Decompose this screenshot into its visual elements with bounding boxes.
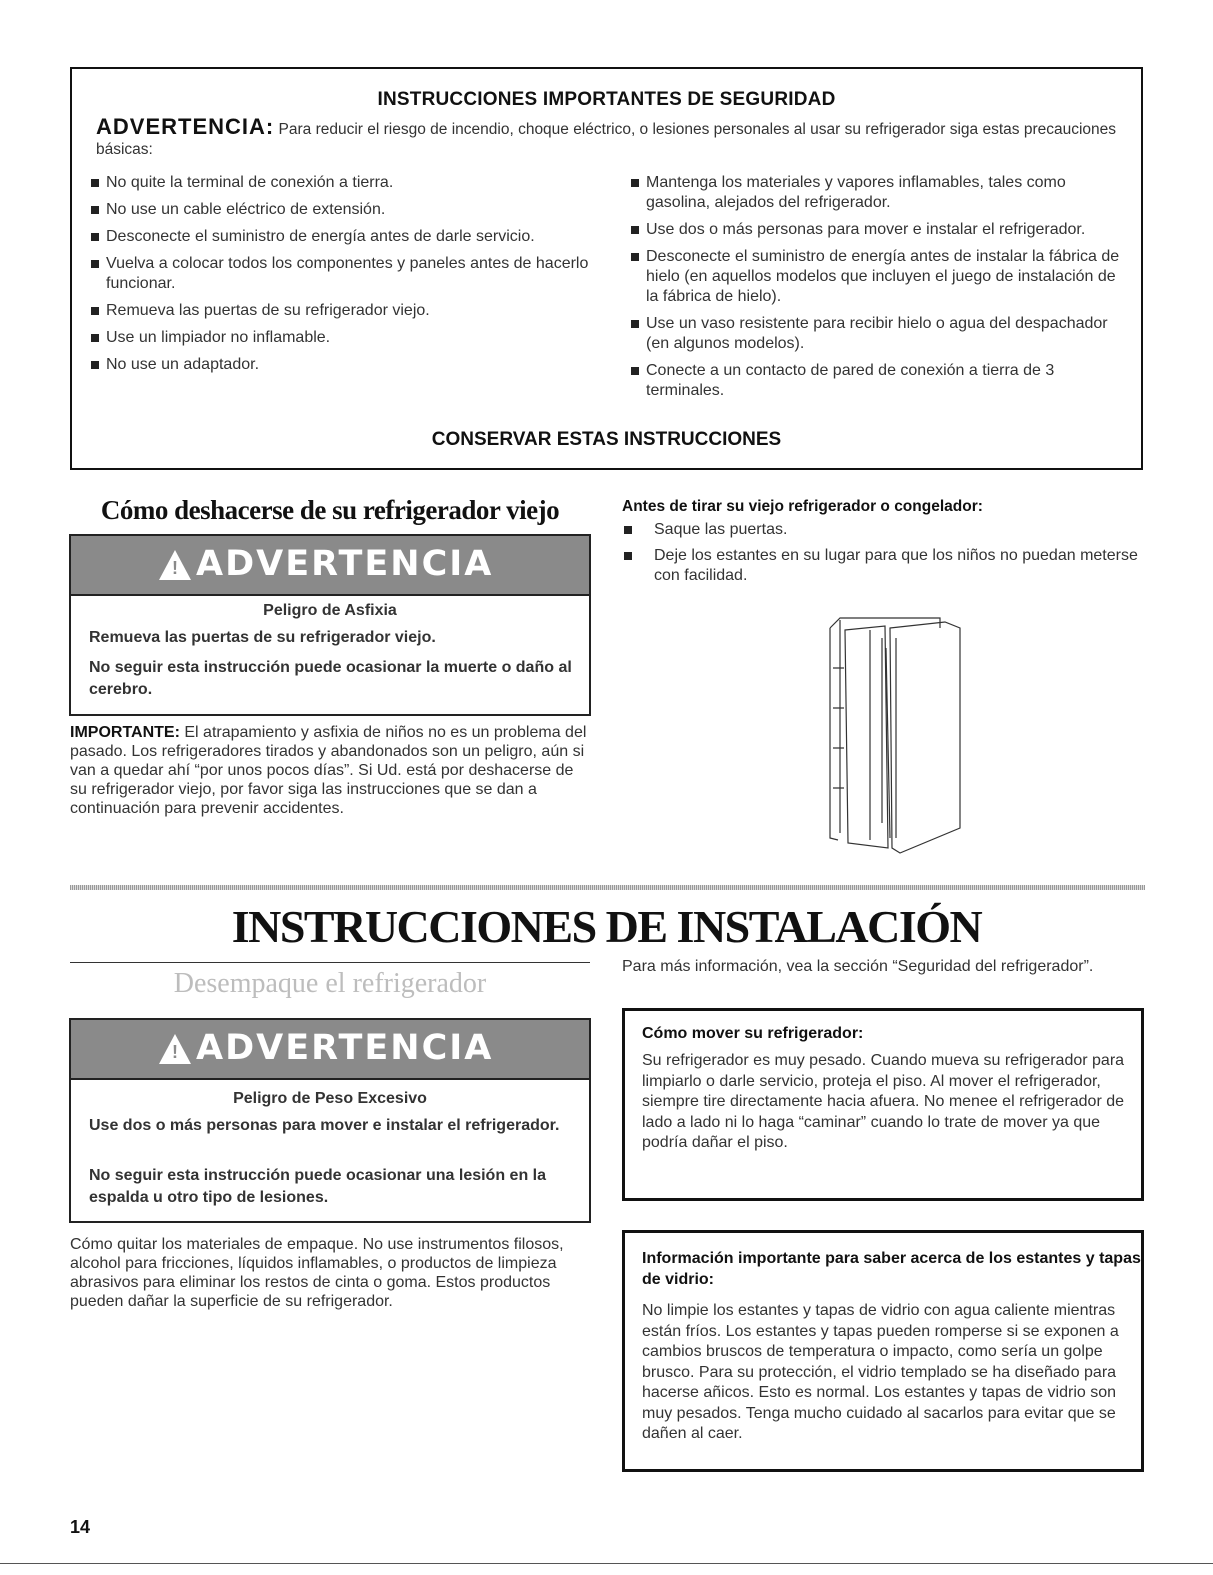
moving-title: Cómo mover su refrigerador:	[642, 1025, 864, 1042]
moving-text: Su refrigerador es muy pesado. Cuando mueva su refrigerador para limpiarlo o darle servicio, proteja el piso. Al mover el refrigerador, siempre tire directamente hacia afuera. No menee el refrigerador de lado a lado ni lo haga “caminar” cuando lo trate de mover ya que podría dañar el piso.	[642, 1052, 1125, 1151]
warning-consequence: No seguir esta instrucción puede ocasionar una lesión en la espalda u otro tipo de lesiones.	[89, 1167, 547, 1206]
asphyxia-warning-box	[69, 534, 591, 716]
list-item: Desconecte el suministro de energía antes de instalar la fábrica de hielo (en aquellos modelos que incluyen el juego de instalación de la fábrica de hielo).	[630, 247, 1130, 307]
warning-instruction: Remueva las puertas de su refrigerador viejo.	[89, 629, 436, 646]
bullet-icon	[624, 526, 632, 534]
weight-warning-box	[69, 1018, 591, 1223]
installation-title: INSTRUCCIONES DE INSTALACIÓN	[231, 901, 982, 952]
warning-header	[71, 1020, 589, 1080]
list-item: Use un vaso resistente para recibir hielo o agua del despachador (en algunos modelos).	[630, 314, 1130, 354]
keep-instructions-heading: CONSERVAR ESTAS INSTRUCCIONES	[431, 429, 782, 450]
list-item: Saque las puertas.	[622, 520, 1142, 540]
bullet-icon	[624, 552, 632, 560]
safety-instructions-box	[70, 67, 1143, 470]
section-divider	[70, 885, 1145, 890]
safety-list-right	[630, 173, 1130, 408]
warning-label: ADVERTENCIA	[196, 544, 494, 584]
bullet-icon	[91, 361, 99, 369]
bullet-icon	[91, 307, 99, 315]
important-lead: IMPORTANTE:	[70, 724, 180, 741]
unpack-paragraph: Cómo quitar los materiales de empaque. No use instrumentos filosos, alcohol para fricciones, líquidos inflamables, o productos de limpieza abrasivos para eliminar los restos de cinta o goma. Estos productos pueden dañar la superficie de su refrigerador.	[70, 1236, 564, 1310]
list-item: Vuelva a colocar todos los componentes y paneles antes de hacerlo funcionar.	[90, 254, 605, 294]
before-disposal-title: Antes de tirar su viejo refrigerador o congelador:	[622, 498, 983, 515]
list-item: Use dos o más personas para mover e instalar el refrigerador.	[630, 220, 1130, 240]
more-info-paragraph: Para más información, vea la sección “Seguridad del refrigerador”.	[622, 958, 1094, 975]
warning-lead: ADVERTENCIA:	[96, 114, 275, 139]
list-item: No use un cable eléctrico de extensión.	[90, 200, 605, 220]
warning-text: Para reducir el riesgo de incendio, choque eléctrico, o lesiones personales al usar su refrigerador siga estas precauciones básicas:	[96, 121, 1117, 158]
bullet-icon	[631, 226, 639, 234]
warning-triangle-icon: !	[159, 1034, 191, 1064]
glass-title: Información importante para saber acerca de los estantes y tapas de vidrio:	[642, 1250, 1141, 1288]
warning-consequence: No seguir esta instrucción puede ocasionar la muerte o daño al cerebro.	[89, 659, 572, 698]
list-item: Remueva las puertas de su refrigerador viejo.	[90, 301, 605, 321]
page-number: 14	[70, 1517, 91, 1537]
list-item: Desconecte el suministro de energía antes de darle servicio.	[90, 227, 605, 247]
bullet-icon	[631, 179, 639, 187]
list-item: Mantenga los materiales y vapores inflamables, tales como gasolina, alejados del refrigerador.	[630, 173, 1130, 213]
warning-instruction: Use dos o más personas para mover e instalar el refrigerador.	[89, 1117, 560, 1134]
bullet-icon	[91, 206, 99, 214]
unpack-rule	[70, 962, 590, 963]
disposal-title: Cómo deshacerse de su refrigerador viejo	[100, 495, 560, 525]
bullet-icon	[631, 320, 639, 328]
warning-triangle-icon: !	[159, 550, 191, 580]
list-item: Conecte a un contacto de pared de conexión a tierra de 3 terminales.	[630, 361, 1130, 401]
before-disposal-list	[622, 520, 1142, 592]
refrigerator-illustration	[800, 608, 980, 858]
hazard-name: Peligro de Asfixia	[263, 602, 397, 619]
glass-shelves-info-box	[622, 1230, 1144, 1472]
bullet-icon	[631, 253, 639, 261]
safety-title: INSTRUCCIONES IMPORTANTES DE SEGURIDAD	[377, 89, 836, 110]
list-item: Deje los estantes en su lugar para que los niños no puedan meterse con facilidad.	[622, 546, 1142, 586]
hazard-name: Peligro de Peso Excesivo	[233, 1090, 427, 1107]
safety-warning-paragraph	[96, 114, 1126, 160]
bottom-rule	[0, 1563, 1213, 1564]
warning-header	[71, 536, 589, 596]
unpack-title: Desempaque el refrigerador	[173, 968, 487, 999]
moving-info-box	[622, 1008, 1144, 1201]
bullet-icon	[91, 334, 99, 342]
bullet-icon	[91, 233, 99, 241]
glass-text: No limpie los estantes y tapas de vidrio con agua caliente mientras están fríos. Los estantes y tapas pueden romperse si se exponen a cambios bruscos de temperatura o impacto, como sería un golpe brusco. Para su protección, el vidrio templado se ha diseñado para hacerse añicos. Esto es normal. Los estantes y tapas de vidrio son muy pesados. Tenga mucho cuidado al sacarlos para evitar que se dañen al caer.	[642, 1302, 1119, 1442]
list-item: No use un adaptador.	[90, 355, 605, 375]
important-text: El atrapamiento y asfixia de niños no es un problema del pasado. Los refrigeradores tirados y abandonados son un peligro, aún si van a quedar ahí “por unos pocos días”. Si Ud. está por deshacerse de su refrigerador viejo, por favor siga las instrucciones que se dan a continuación para prevenir accidentes.	[70, 724, 587, 817]
bullet-icon	[91, 260, 99, 268]
warning-label: ADVERTENCIA	[196, 1028, 494, 1068]
list-item: No quite la terminal de conexión a tierra.	[90, 173, 605, 193]
bullet-icon	[631, 367, 639, 375]
bullet-icon	[91, 179, 99, 187]
safety-list-left	[90, 173, 605, 382]
important-paragraph	[70, 723, 590, 818]
list-item: Use un limpiador no inflamable.	[90, 328, 605, 348]
